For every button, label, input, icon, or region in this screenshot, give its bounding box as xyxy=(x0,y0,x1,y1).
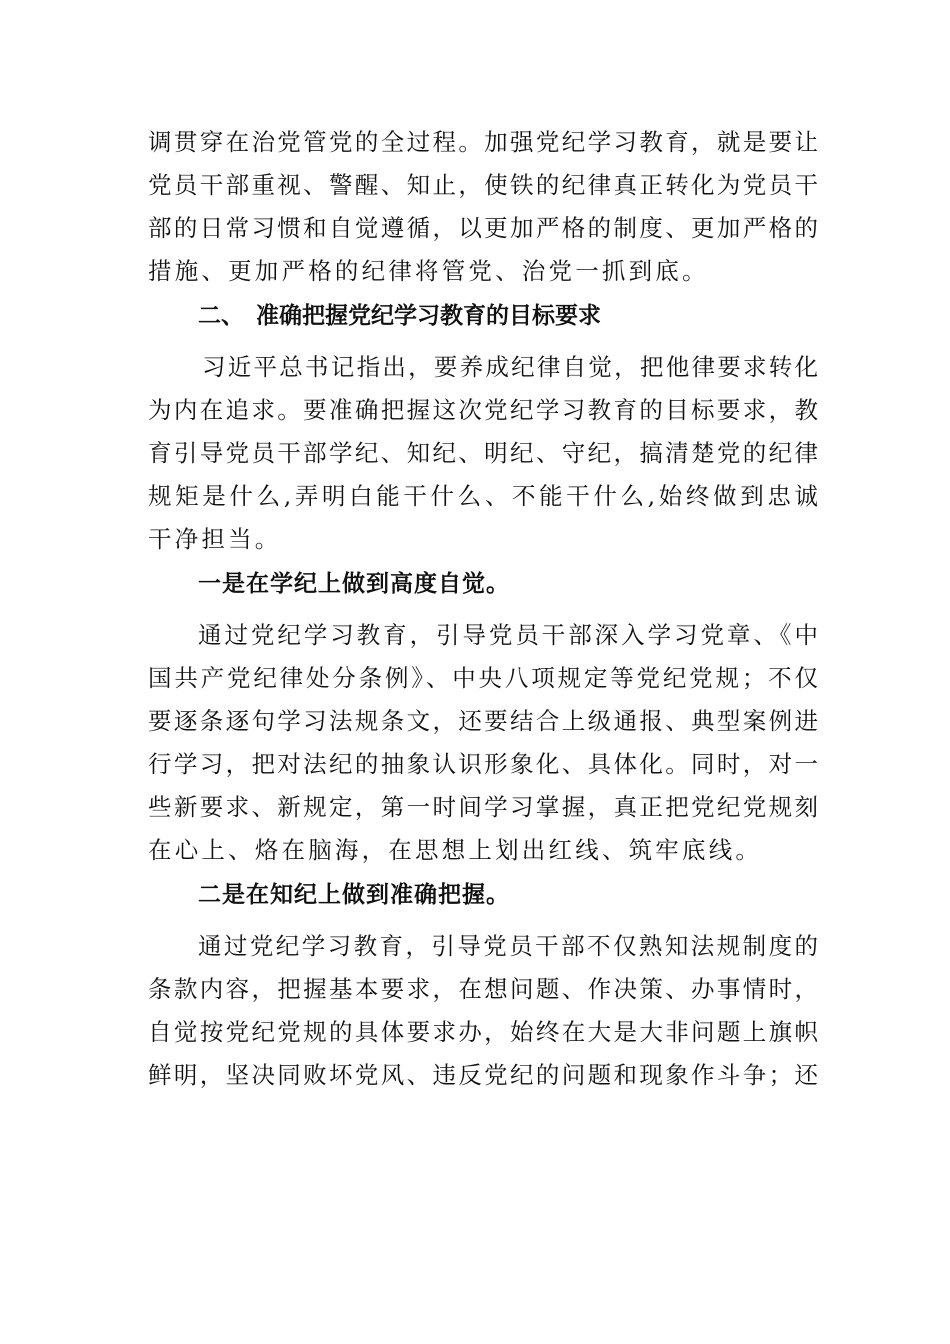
paragraph-2-line-3: 育引导党员干部学纪、知纪、明纪、守纪，搞清楚党的纪律 xyxy=(148,439,818,467)
point-1-line-5: 些新要求、新规定，第一时间学习掌握，真正把党纪党规刻 xyxy=(148,793,818,821)
point-1-line-4: 行学习，把对法纪的抽象认识形象化、具体化。同时，对一 xyxy=(148,750,818,778)
paragraph-1-line-4: 措施、更加严格的纪律将管党、治党一抓到底。 xyxy=(148,257,709,285)
paragraph-1-line-3: 部的日常习惯和自觉遵循，以更加严格的制度、更加严格的 xyxy=(148,214,818,242)
paragraph-2-line-4: 规矩是什么,弄明白能干什么、不能干什么,始终做到忠诚 xyxy=(148,482,818,510)
point-2-title: 二是在知纪上做到准确把握。 xyxy=(198,881,510,908)
point-2-line-3: 自觉按党纪党规的具体要求办，始终在大是大非问题上旗帜 xyxy=(148,1018,818,1046)
point-1-title: 一是在学纪上做到高度自觉。 xyxy=(198,570,510,597)
point-2-line-2: 条款内容，把握基本要求，在想问题、作决策、办事情时， xyxy=(148,975,818,1003)
paragraph-2-line-2: 为内在追求。要准确把握这次党纪学习教育的目标要求，教 xyxy=(148,396,818,424)
paragraph-2-line-1: 习近平总书记指出，要养成纪律自觉，把他律要求转化 xyxy=(202,353,818,381)
point-1-line-1: 通过党纪学习教育，引导党员干部深入学习党章、《中 xyxy=(198,621,818,649)
point-2-line-1: 通过党纪学习教育，引导党员干部不仅熟知法规制度的 xyxy=(198,932,818,960)
paragraph-1-line-2: 党员干部重视、警醒、知止，使铁的纪律真正转化为党员干 xyxy=(148,171,818,199)
section-2-heading xyxy=(198,294,601,338)
paragraph-2-line-5: 干净担当。 xyxy=(148,525,282,553)
paragraph-1-line-1: 调贯穿在治党管党的全过程。加强党纪学习教育，就是要让 xyxy=(148,128,818,156)
point-1-line-6: 在心上、烙在脑海，在思想上划出红线、筑牢底线。 xyxy=(148,836,763,864)
point-1-line-2: 国共产党纪律处分条例》、中央八项规定等党纪党规；不仅 xyxy=(148,664,818,692)
section-2-number: 二、 xyxy=(198,303,244,329)
section-2-title: 准确把握党纪学习教育的目标要求 xyxy=(256,303,601,329)
point-1-line-3: 要逐条逐句学习法规条文，还要结合上级通报、典型案例进 xyxy=(148,707,818,735)
point-2-line-4: 鲜明，坚决同败坏党风、违反党纪的问题和现象作斗争；还 xyxy=(148,1061,818,1089)
